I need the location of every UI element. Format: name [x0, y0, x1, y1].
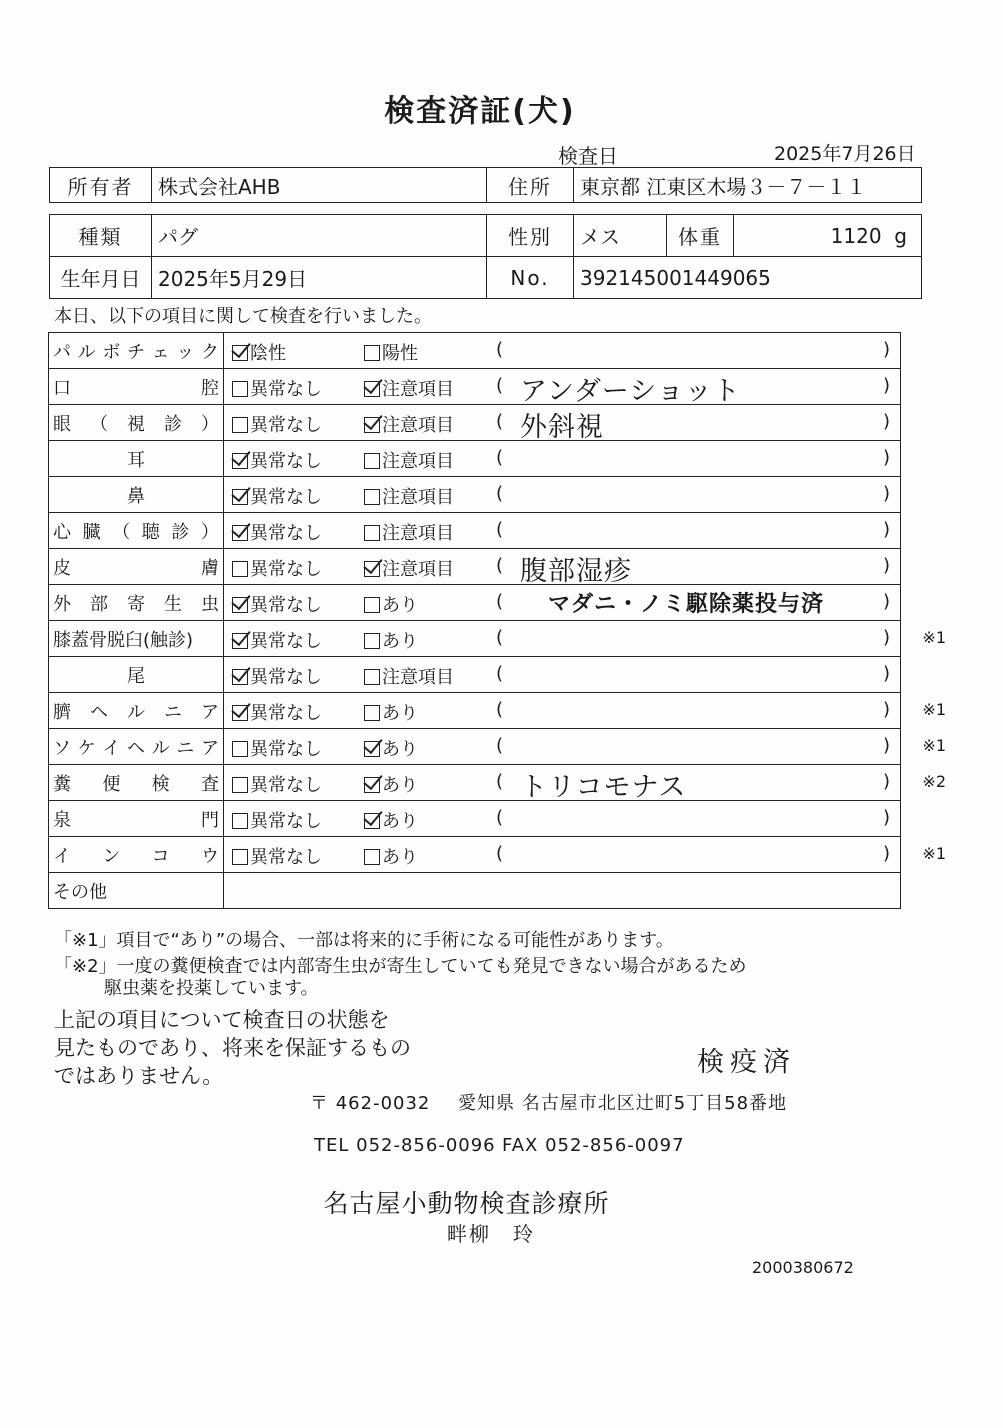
check-options	[224, 585, 901, 621]
check-note: アンダーショット	[520, 376, 741, 407]
option-2[interactable]	[364, 807, 418, 833]
checkbox-icon[interactable]	[232, 669, 248, 685]
open-paren: (	[496, 591, 504, 612]
open-paren: (	[496, 375, 504, 396]
option-1[interactable]	[232, 771, 322, 797]
check-row	[49, 585, 901, 621]
option-2-label: 注意項目	[382, 667, 454, 688]
option-2-label: あり	[382, 811, 418, 832]
option-1-label: 異常なし	[250, 739, 322, 760]
fax-number: FAX 052-856-0097	[502, 1135, 685, 1156]
sex-value: メス	[574, 215, 667, 257]
open-paren: (	[496, 627, 504, 648]
open-paren: (	[496, 807, 504, 828]
check-row	[49, 657, 901, 693]
check-row	[49, 333, 901, 369]
checkbox-icon[interactable]	[364, 741, 380, 757]
option-1[interactable]	[232, 699, 322, 725]
check-options	[224, 621, 946, 657]
footnote-2-line1: 「※2」一度の糞便検査では内部寄生虫が寄生していても発見できない場合があるため	[54, 956, 747, 977]
checkbox-icon[interactable]	[364, 669, 380, 685]
check-note: トリコモナス	[520, 772, 687, 803]
checkbox-icon[interactable]	[364, 345, 380, 361]
check-row	[49, 441, 901, 477]
option-1[interactable]	[232, 843, 322, 869]
footnote-2-line2: 駆虫薬を投薬しています。	[104, 978, 319, 999]
option-2-label: あり	[382, 775, 418, 796]
option-1[interactable]	[232, 519, 322, 545]
check-item: 糞 便 検 査	[49, 765, 224, 801]
check-item: 皮 膚	[49, 549, 224, 585]
check-row	[49, 513, 901, 549]
close-paren: )	[882, 663, 890, 684]
check-item: 眼 （ 視 診 ）	[49, 405, 224, 441]
disclaimer-line: ではありません。	[54, 1064, 224, 1088]
open-paren: (	[496, 519, 504, 540]
check-options	[224, 657, 901, 693]
breed-value: パグ	[152, 215, 487, 257]
option-1[interactable]	[232, 735, 322, 761]
option-2-label: あり	[382, 595, 418, 616]
option-2-label: 注意項目	[382, 451, 454, 472]
option-1-label: 異常なし	[250, 487, 322, 508]
option-2[interactable]	[364, 843, 418, 869]
check-table	[48, 332, 946, 909]
footnote-mark: ※1	[922, 700, 946, 719]
checkbox-icon[interactable]	[232, 705, 248, 721]
option-2-label: あり	[382, 847, 418, 868]
option-1-label: 異常なし	[250, 415, 322, 436]
clinic-name: 名古屋小動物検査診療所	[323, 1189, 610, 1218]
close-paren: )	[882, 735, 890, 756]
option-2-label: あり	[382, 739, 418, 760]
open-paren: (	[496, 483, 504, 504]
check-item: パ ル ボ チ ェ ッ ク	[49, 333, 224, 369]
check-item: 口 腔	[49, 369, 224, 405]
checkbox-icon[interactable]	[232, 813, 248, 829]
clinic-address: 愛知県 名古屋市北区辻町5丁目58番地	[458, 1093, 788, 1114]
check-options	[224, 369, 901, 405]
disclaimer	[54, 1006, 411, 1090]
checkbox-icon[interactable]	[364, 633, 380, 649]
check-options	[224, 441, 901, 477]
option-2[interactable]	[364, 627, 418, 653]
veterinarian-name: 畔柳 玲	[447, 1222, 535, 1246]
check-options	[224, 477, 901, 513]
check-row	[49, 693, 901, 729]
check-row	[49, 837, 901, 873]
birth-label: 生年月日	[50, 257, 152, 299]
option-2[interactable]	[364, 591, 418, 617]
option-2-label: あり	[382, 631, 418, 652]
check-options	[224, 837, 946, 873]
address-value: 東京都 江東区木場３－７－１１	[574, 168, 922, 203]
check-item-label: 尾	[127, 665, 145, 687]
footnote-mark: ※1	[922, 628, 946, 647]
checkbox-icon[interactable]	[364, 453, 380, 469]
option-1-label: 異常なし	[250, 703, 322, 724]
footnote-mark: ※2	[922, 772, 946, 791]
checkbox-icon[interactable]	[232, 489, 248, 505]
footnote-mark: ※1	[922, 844, 946, 863]
weight-number: 1120	[830, 223, 882, 248]
option-2[interactable]	[364, 699, 418, 725]
option-2-label: あり	[382, 703, 418, 724]
close-paren: )	[882, 807, 890, 828]
option-2[interactable]	[364, 663, 454, 689]
intro-text: 本日、以下の項目に関して検査を行いました。	[54, 306, 432, 327]
checkbox-icon[interactable]	[232, 453, 248, 469]
checkbox-icon[interactable]	[232, 345, 248, 361]
option-1[interactable]	[232, 555, 322, 581]
option-2-label: 注意項目	[382, 487, 454, 508]
checkbox-icon[interactable]	[364, 561, 380, 577]
checkbox-icon[interactable]	[364, 597, 380, 613]
option-1[interactable]	[232, 447, 322, 473]
close-paren: )	[882, 447, 890, 468]
check-options	[224, 801, 901, 837]
check-item: 心 臓 （ 聴 診 ）	[49, 513, 224, 549]
option-2[interactable]	[364, 483, 454, 509]
option-1-label: 異常なし	[250, 379, 322, 400]
checkbox-icon[interactable]	[232, 741, 248, 757]
option-1[interactable]	[232, 663, 322, 689]
check-note: 外斜視	[520, 412, 604, 443]
owner-label: 所有者	[50, 168, 152, 203]
exam-date-label: 検査日	[558, 144, 618, 168]
close-paren: )	[882, 555, 890, 576]
option-2[interactable]	[364, 735, 418, 761]
checkbox-icon[interactable]	[232, 597, 248, 613]
checkbox-icon[interactable]	[232, 633, 248, 649]
close-paren: )	[882, 591, 890, 612]
check-options	[224, 765, 946, 803]
option-1[interactable]	[232, 483, 322, 509]
check-item: 臍 ヘ ル ニ ア	[49, 693, 224, 729]
close-paren: )	[882, 843, 890, 864]
number-value: 392145001449065	[574, 257, 922, 299]
checkbox-icon[interactable]	[364, 813, 380, 829]
option-1[interactable]	[232, 339, 286, 365]
check-options	[224, 333, 901, 369]
check-item-label: 耳	[127, 449, 145, 471]
close-paren: )	[882, 627, 890, 648]
owner-table	[49, 167, 922, 203]
sex-label: 性別	[487, 215, 574, 257]
open-paren: (	[496, 735, 504, 756]
option-1[interactable]	[232, 411, 322, 437]
open-paren: (	[496, 663, 504, 684]
check-item-label: 膝蓋骨脱臼(触診)	[53, 629, 194, 651]
exam-date: 2025年7月26日	[774, 143, 916, 165]
checkbox-icon[interactable]	[364, 849, 380, 865]
checkbox-icon[interactable]	[364, 525, 380, 541]
option-2-label: 陽性	[382, 343, 418, 364]
open-paren: (	[496, 339, 504, 360]
footnote-1: 「※1」項目で“あり”の場合、一部は将来的に手術になる可能性があります。	[54, 930, 674, 951]
open-paren: (	[496, 771, 504, 792]
number-label: No.	[487, 257, 574, 299]
checkbox-icon[interactable]	[232, 561, 248, 577]
birth-value: 2025年5月29日	[152, 257, 487, 299]
option-1-label: 異常なし	[250, 811, 322, 832]
disclaimer-line: 上記の項目について検査日の状態を	[54, 1008, 390, 1032]
checkbox-icon[interactable]	[364, 489, 380, 505]
option-2[interactable]	[364, 555, 454, 581]
option-1-label: 異常なし	[250, 595, 322, 616]
option-1-label: 異常なし	[250, 523, 322, 544]
check-options	[224, 693, 946, 729]
open-paren: (	[496, 555, 504, 576]
option-1-label: 異常なし	[250, 559, 322, 580]
open-paren: (	[496, 699, 504, 720]
option-1[interactable]	[232, 591, 322, 617]
check-item	[49, 621, 224, 657]
other-value	[224, 873, 901, 909]
check-options	[224, 729, 946, 765]
close-paren: )	[882, 375, 890, 396]
breed-label: 種類	[50, 215, 152, 257]
option-2-label: 注意項目	[382, 559, 454, 580]
other-label: その他	[49, 873, 224, 909]
checkbox-icon[interactable]	[232, 417, 248, 433]
check-options	[224, 549, 901, 585]
document-title: 検査済証(犬)	[384, 94, 576, 129]
tel-number: TEL 052-856-0096	[314, 1135, 496, 1156]
option-2[interactable]	[364, 411, 454, 437]
checkbox-icon[interactable]	[364, 417, 380, 433]
check-item: ソ ケ イ ヘ ル ニ ア	[49, 729, 224, 765]
quarantine-stamp: 検疫済	[697, 1047, 796, 1078]
open-paren: (	[496, 447, 504, 468]
checkbox-icon[interactable]	[364, 705, 380, 721]
option-2[interactable]	[364, 519, 454, 545]
option-1-label: 陰性	[250, 343, 286, 364]
checkbox-icon[interactable]	[232, 525, 248, 541]
option-2-label: 注意項目	[382, 415, 454, 436]
check-note: 腹部湿疹	[520, 556, 632, 587]
footnote-mark: ※1	[922, 736, 946, 755]
close-paren: )	[882, 411, 890, 432]
check-row	[49, 405, 901, 441]
check-item-label: 鼻	[127, 485, 145, 507]
option-1-label: 異常なし	[250, 847, 322, 868]
option-2-label: 注意項目	[382, 523, 454, 544]
check-item	[49, 657, 224, 693]
disclaimer-line: 見たものであり、将来を保証するもの	[54, 1036, 411, 1060]
option-2[interactable]	[364, 447, 454, 473]
open-paren: (	[496, 411, 504, 432]
weight-value	[734, 215, 922, 257]
checkbox-icon[interactable]	[232, 381, 248, 397]
checkbox-icon[interactable]	[232, 849, 248, 865]
option-1[interactable]	[232, 807, 322, 833]
check-item	[49, 441, 224, 477]
option-2[interactable]	[364, 375, 454, 401]
check-item: 泉 門	[49, 801, 224, 837]
open-paren: (	[496, 843, 504, 864]
option-2[interactable]	[364, 771, 418, 797]
option-1-label: 異常なし	[250, 631, 322, 652]
close-paren: )	[882, 519, 890, 540]
checkbox-icon[interactable]	[232, 777, 248, 793]
weight-label: 体重	[667, 215, 734, 257]
check-row	[49, 801, 901, 837]
serial-number: 2000380672	[752, 1258, 854, 1277]
checkbox-icon[interactable]	[364, 777, 380, 793]
owner-value: 株式会社AHB	[152, 168, 487, 203]
option-2-label: 注意項目	[382, 379, 454, 400]
close-paren: )	[882, 483, 890, 504]
close-paren: )	[882, 699, 890, 720]
check-row	[49, 729, 901, 765]
close-paren: )	[882, 771, 890, 792]
option-1[interactable]	[232, 375, 322, 401]
check-item: 外 部 寄 生 虫	[49, 585, 224, 621]
check-options	[224, 405, 901, 441]
option-1-label: 異常なし	[250, 775, 322, 796]
check-row	[49, 369, 901, 405]
check-row	[49, 765, 901, 801]
option-2[interactable]	[364, 339, 418, 365]
checkbox-icon[interactable]	[364, 381, 380, 397]
address-label: 住所	[487, 168, 574, 203]
check-item: イ ン コ ウ	[49, 837, 224, 873]
dog-info-table	[49, 214, 922, 299]
option-1[interactable]	[232, 627, 322, 653]
check-row	[49, 621, 901, 657]
check-row	[49, 549, 901, 585]
check-options	[224, 513, 901, 549]
check-item	[49, 477, 224, 513]
check-note: マダニ・ノミ駆除薬投与済	[548, 592, 825, 617]
option-1-label: 異常なし	[250, 451, 322, 472]
postal-code: 〒 462-0032	[310, 1093, 431, 1114]
close-paren: )	[882, 339, 890, 360]
weight-unit: g	[894, 223, 907, 248]
option-1-label: 異常なし	[250, 667, 322, 688]
check-row	[49, 477, 901, 513]
